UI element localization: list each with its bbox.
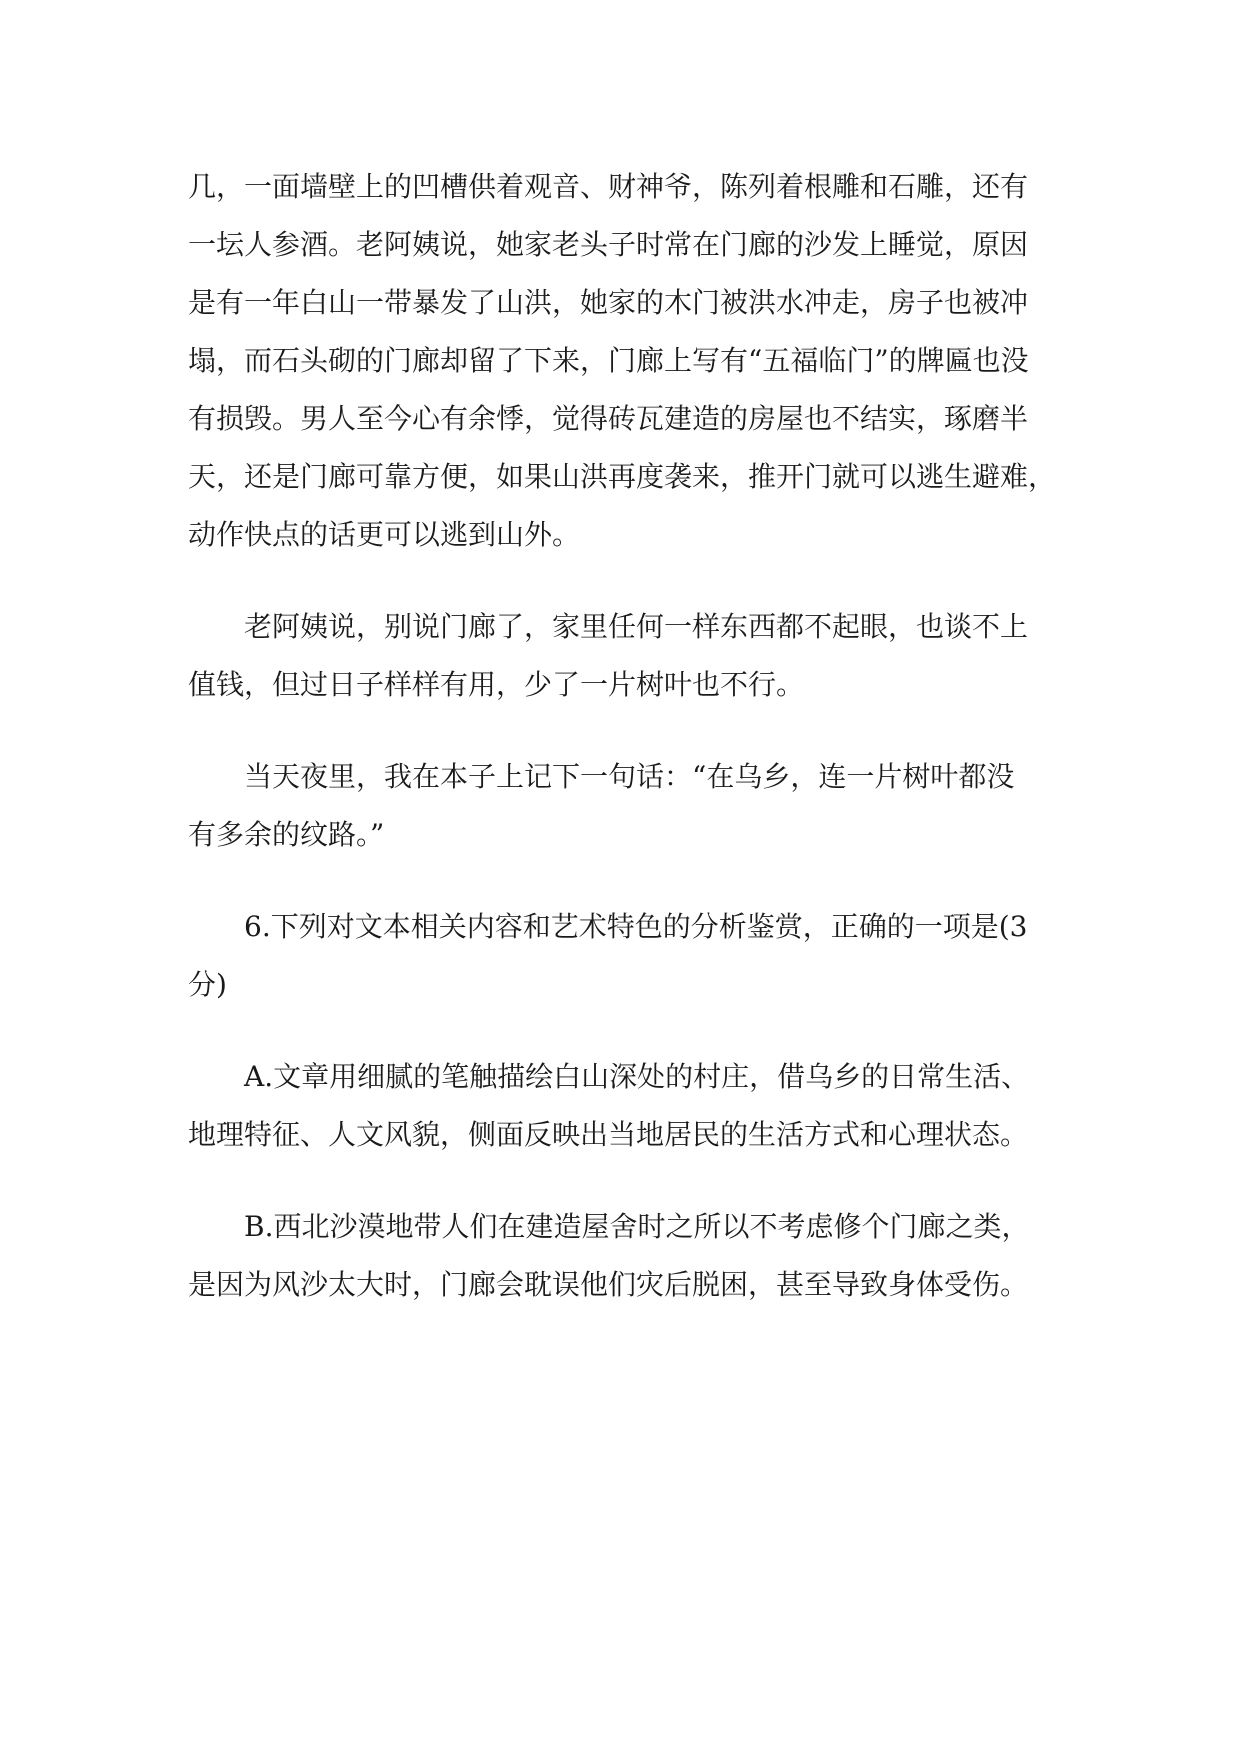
text-line: 一坛人参酒。老阿姨说，她家老头子时常在门廊的沙发上睡觉，原因 <box>188 228 1029 261</box>
text-line: 值钱，但过日子样样有用，少了一片树叶也不行。 <box>188 668 805 701</box>
text-line: 有损毁。男人至今心有余悸，觉得砖瓦建造的房屋也不结实，琢磨半 <box>188 402 1029 435</box>
text-line: 是有一年白山一带暴发了山洪，她家的木门被洪水冲走，房子也被冲 <box>188 286 1029 319</box>
text-line: 老阿姨说，别说门廊了，家里任何一样东西都不起眼，也谈不上 <box>244 610 1029 643</box>
paragraph-3 <box>188 748 1058 864</box>
text-line: 6.下列对文本相关内容和艺术特色的分析鉴赏，正确的一项是(3 <box>244 910 1028 943</box>
option-b <box>188 1198 1058 1314</box>
text-line: 塌，而石头砌的门廊却留了下来，门廊上写有“五福临门”的牌匾也没 <box>188 344 1029 377</box>
text-line: 几，一面墙壁上的凹槽供着观音、财神爷，陈列着根雕和石雕，还有 <box>188 170 1029 203</box>
paragraph-2 <box>188 598 1058 714</box>
option-a <box>188 1048 1058 1164</box>
question-6-stem <box>188 898 1058 1014</box>
text-line: 是因为风沙太大时，门廊会耽误他们灾后脱困，甚至导致身体受伤。 <box>188 1268 1029 1301</box>
text-line: 当天夜里，我在本子上记下一句话：“在乌乡，连一片树叶都没 <box>244 760 1015 793</box>
document-body <box>188 158 1058 1314</box>
paragraph-1 <box>188 158 1058 564</box>
text-line: B.西北沙漠地带人们在建造屋舍时之所以不考虑修个门廊之类， <box>244 1210 1030 1243</box>
text-line: A.文章用细腻的笔触描绘白山深处的村庄，借乌乡的日常生活、 <box>244 1060 1030 1093</box>
text-line: 动作快点的话更可以逃到山外。 <box>188 518 581 551</box>
text-line: 地理特征、人文风貌，侧面反映出当地居民的生活方式和心理状态。 <box>188 1118 1029 1151</box>
text-line: 分) <box>188 968 227 1001</box>
text-line: 天，还是门廊可靠方便，如果山洪再度袭来，推开门就可以逃生避难， <box>188 460 1057 493</box>
text-line: 有多余的纹路。” <box>188 818 385 851</box>
